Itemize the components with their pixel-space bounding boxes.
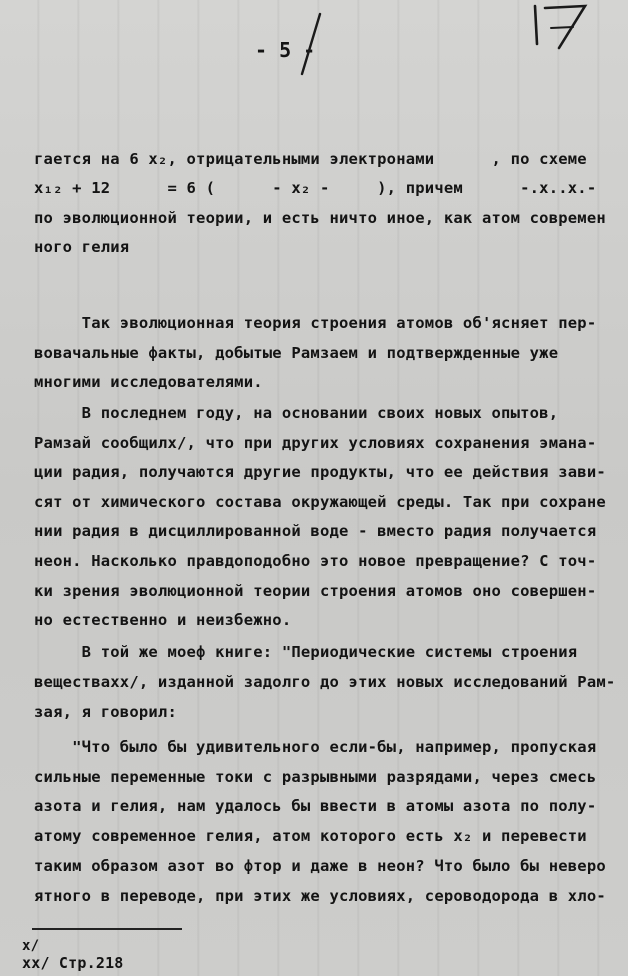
text-line: сят от химического состава окружающей среды. Так при сохране — [34, 493, 606, 511]
text-line: нии радия в дисциллированной воде - вместо радия получается — [34, 522, 597, 540]
text-line: неон. Насколько правдоподобно это новое превращение? С точ- — [34, 552, 597, 570]
footnote-divider — [32, 928, 182, 930]
text-line: сильные переменные токи с разрывными разрядами, через смесь — [34, 768, 597, 786]
text-line: атому современное гелия, атом которого есть x₂ и перевести — [34, 827, 587, 845]
text-line: азота и гелия, нам удалось бы ввести в атомы азота по полу- — [34, 797, 597, 815]
text-line: ции радия, получаются другие продукты, что ее действия зави- — [34, 463, 606, 481]
text-line: ки зрения эволюционной теории строения атомов оно совершен- — [34, 582, 597, 600]
text-line: Рамзай сообщилx/, что при других условиях сохранения эмана- — [34, 434, 597, 452]
text-line: ятного в переводе, при этих же условиях, сероводорода в хло- — [34, 887, 606, 905]
text-line: по эволюционной теории, и есть ничто иное, как атом современ — [34, 209, 606, 227]
text-line: многими исследователями. — [34, 373, 263, 391]
text-line: x₁₂ + 12 = 6 ( - x₂ - ), причем -.x..x.- — [34, 179, 597, 197]
text-line: зая, я говорил: — [34, 703, 177, 721]
page-number: - 5 - — [255, 38, 316, 62]
handwritten-page-annotation — [525, 2, 605, 52]
text-line: ного гелия — [34, 238, 130, 256]
text-line: В той же моеф книге: "Периодические системы строения — [34, 643, 578, 661]
text-line: но естественно и неизбежно. — [34, 611, 292, 629]
footnote-text: xx/ Стр.218 — [22, 954, 124, 972]
text-line: Так эволюционная теория строения атомов об'ясняет пер- — [34, 314, 597, 332]
text-line: "Что было бы удивительного если-бы, например, пропуская — [34, 738, 597, 756]
handwritten-slash-mark — [296, 10, 326, 80]
footnote-marker: x/ — [22, 938, 40, 954]
text-line: В последнем году, на основании своих новых опытов, — [34, 404, 559, 422]
text-line: вовачальные факты, добытые Рамзаем и подтвержденные уже — [34, 344, 559, 362]
text-line: таким образом азот во фтор и даже в неон? Что было бы неверо — [34, 857, 606, 875]
text-line: гается на 6 x₂, отрицательными электронами , по схеме — [34, 150, 587, 168]
text-line: веществаxx/, изданной задолго до этих новых исследований Рам- — [34, 673, 616, 691]
